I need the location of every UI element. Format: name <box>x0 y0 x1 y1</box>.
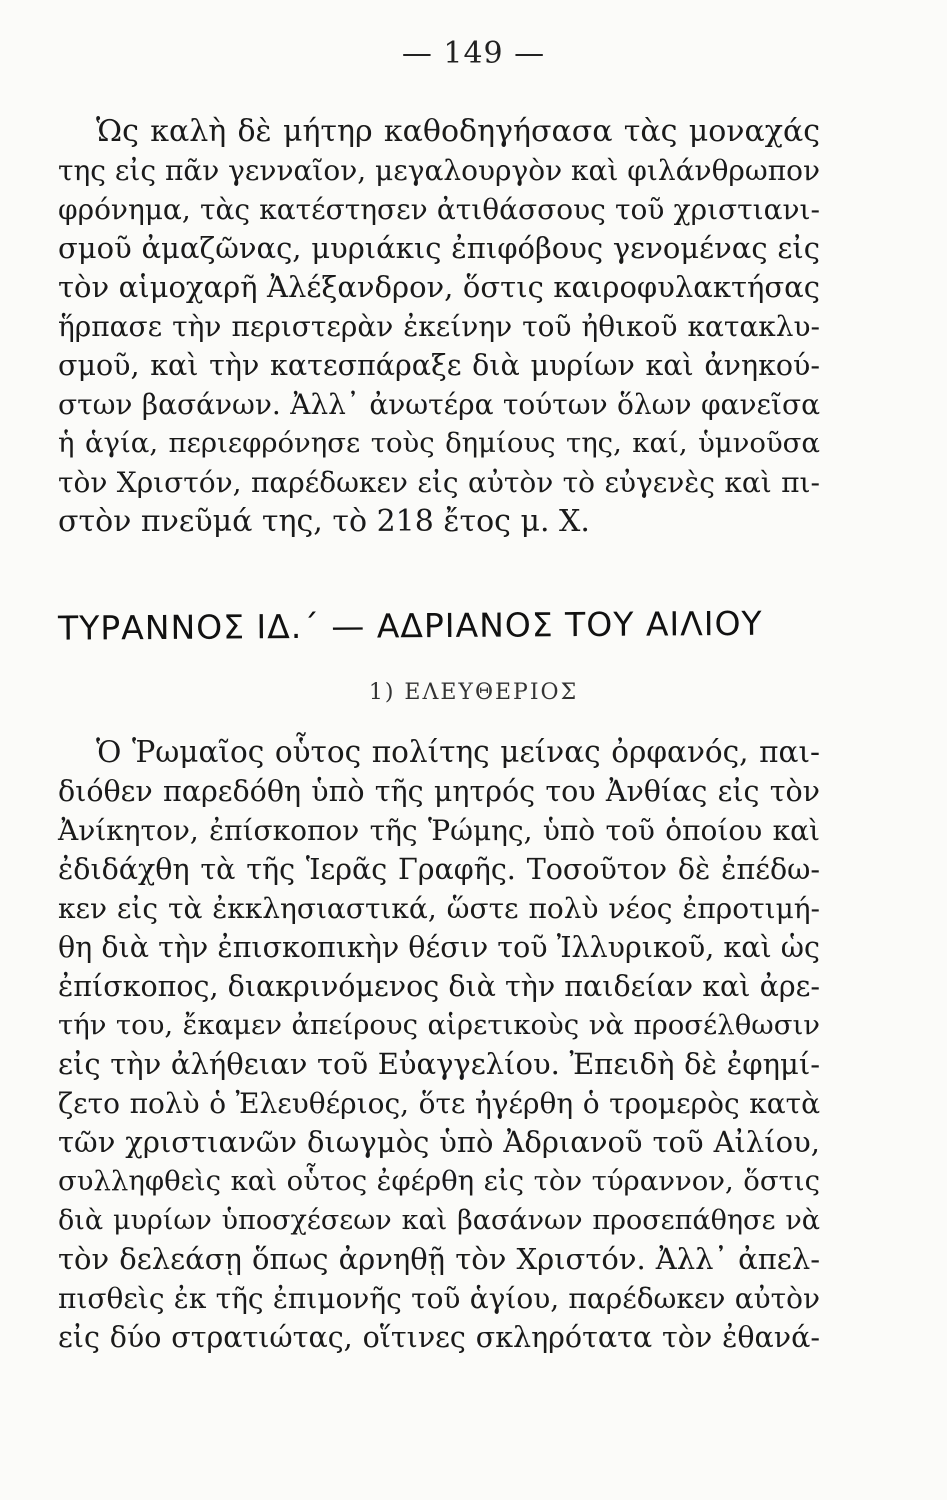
paragraph-eleutherios <box>58 733 820 1357</box>
text-line: σμοῦ, καὶ τὴν κατεσπάραξε διὰ μυρίων καὶ ἀνηκού- <box>58 349 820 382</box>
text-line: της εἰς πᾶν γενναῖον, μεγαλουργὸν καὶ φιλάνθρωπον <box>58 154 820 187</box>
text-line: τὸν δελεάσῃ ὅπως ἀρνηθῇ τὸν Χριστόν. Ἀλλ᾽ ἀπελ- <box>58 1242 820 1276</box>
text-line: διὰ μυρίων ὑποσχέσεων καὶ βασάνων προσεπάθησε νὰ <box>58 1205 820 1236</box>
text-line: τὸν αἱμοχαρῆ Ἀλέξανδρον, ὅστις καιροφυλακτήσας <box>58 270 820 304</box>
text-line: εἰς δύο στρατιώτας, οἵτινες σκληρότατα τὸν ἐθανά- <box>58 1321 820 1354</box>
section-subheading: 1) ΕΛΕΥΘΕΡΙΟΣ <box>368 680 579 705</box>
text-line: φρόνημα, τὰς κατέστησεν ἀτιθάσσους τοῦ χριστιανι- <box>58 193 820 226</box>
text-line: ἥρπασε τὴν περιστερὰν ἐκείνην τοῦ ἠθικοῦ κατακλυ- <box>58 310 820 343</box>
text-line: στὸν πνεῦμά της, τὸ 218 ἔτος μ. Χ. <box>58 504 590 539</box>
text-line: Ἀνίκητον, ἐπίσκοπον τῆς Ῥώμης, ὑπὸ τοῦ ὁποίου καὶ <box>58 814 820 847</box>
text-line: πισθεὶς ἐκ τῆς ἐπιμονῆς τοῦ ἁγίου, παρέδωκεν αὐτὸν <box>58 1282 820 1315</box>
text-line: ζετο πολὺ ὁ Ἐλευθέριος, ὅτε ἠγέρθη ὁ τρομερὸς κατὰ <box>58 1087 820 1120</box>
text-line: ἡ ἁγία, περιεφρόνησε τοὺς δημίους της, καί, ὑμνοῦσα <box>58 427 820 459</box>
text-line: τὸν Χριστόν, παρέδωκεν εἰς αὐτὸν τὸ εὐγενὲς καὶ πι- <box>58 466 820 499</box>
text-line: ἐπίσκοπος, διακρινόμενος διὰ τὴν παιδείαν καὶ ἀρε- <box>58 970 820 1003</box>
text-line: τῶν χριστιανῶν διωγμὸς ὑπὸ Ἀδριανοῦ τοῦ Αἰλίου, <box>58 1125 820 1159</box>
paragraph-martyrdom-ending <box>58 112 820 541</box>
text-line: Ὡς καλὴ δὲ μήτηρ καθοδηγήσασα τὰς μοναχάς <box>96 114 820 149</box>
text-line: ἐδιδάχθη τὰ τῆς Ἱερᾶς Γραφῆς. Τοσοῦτον δὲ ἐπέδω- <box>58 853 820 886</box>
text-line: κεν εἰς τὰ ἐκκλησιαστικά, ὥστε πολὺ νέος ἐπροτιμή- <box>58 892 820 925</box>
text-line: θη διὰ τὴν ἐπισκοπικὴν θέσιν τοῦ Ἰλλυρικοῦ, καὶ ὡς <box>58 931 820 964</box>
text-line: συλληφθεὶς καὶ οὗτος ἐφέρθη εἰς τὸν τύραννον, ὅστις <box>58 1165 820 1197</box>
text-line: σμοῦ ἀμαζῶνας, μυριάκις ἐπιφόβους γενομένας εἰς <box>58 231 820 265</box>
text-line: στων βασάνων. Ἀλλ᾽ ἀνωτέρα τούτων ὅλων φανεῖσα <box>58 388 820 421</box>
text-line: τήν του, ἔκαμεν ἀπείρους αἱρετικοὺς νὰ προσέλθωσιν <box>58 1009 820 1041</box>
section-heading: ΤΥΡΑΝΝΟΣ ΙΔ.΄ — ΑΔΡΙΑΝΟΣ ΤΟΥ ΑΙΛΙΟΥ <box>57 603 763 648</box>
text-line: εἰς τὴν ἀλήθειαν τοῦ Εὐαγγελίου. Ἐπειδὴ δὲ ἐφημί- <box>58 1047 820 1081</box>
page-number: — 149 — <box>401 36 546 71</box>
text-line: διόθεν παρεδόθη ὑπὸ τῆς μητρός του Ἀνθίας εἰς τὸν <box>58 775 820 808</box>
text-line: Ὁ Ῥωμαῖος οὗτος πολίτης μείνας ὀρφανός, παι- <box>96 735 820 769</box>
